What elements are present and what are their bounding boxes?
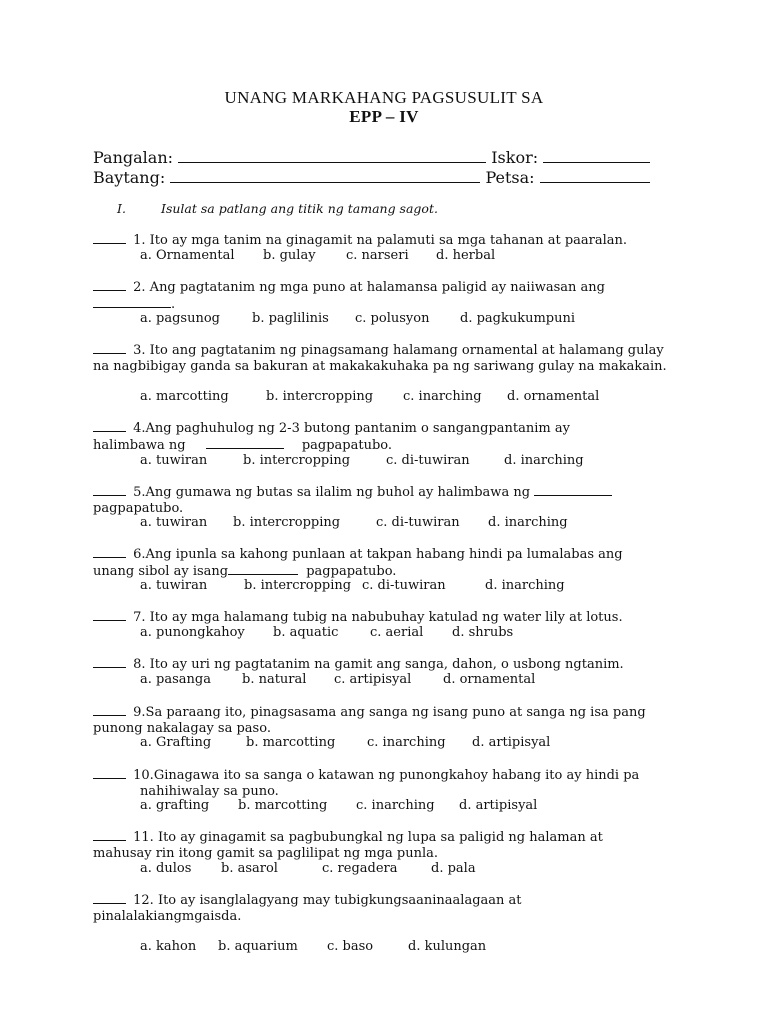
option-d: d. inarching <box>488 515 568 530</box>
answer-blank[interactable] <box>93 892 126 904</box>
option-b: b. aquarium <box>218 939 298 954</box>
option-c: c. di-tuwiran <box>362 578 446 593</box>
question-text-cont: pinalalakiangmgaisda. <box>93 908 242 924</box>
option-b: b. marcotting <box>238 798 328 813</box>
answer-blank[interactable] <box>93 609 126 621</box>
question-6 <box>93 546 683 579</box>
question-text: 9.Sa paraang ito, pinagsasama ang sanga ng isang puno at sanga ng isa pang <box>133 705 646 720</box>
option-c: c. baso <box>327 939 374 954</box>
option-c: c. aerial <box>370 625 424 640</box>
option-d: d. artipisyal <box>459 798 538 813</box>
grade-label: Baytang: <box>93 168 166 187</box>
option-c: c. regadera <box>322 861 398 876</box>
answer-blank[interactable] <box>93 420 126 432</box>
option-d: d. shrubs <box>452 625 514 640</box>
option-c: c. inarching <box>367 735 446 750</box>
option-d: d. kulungan <box>408 939 487 954</box>
question-text-cont: pagpapatubo. <box>93 500 184 516</box>
option-a: a. tuwiran <box>140 578 208 593</box>
option-b: b. gulay <box>263 248 316 263</box>
question-text-cont: mahusay rin itong gamit sa paglilipat ng mga punla. <box>93 845 439 861</box>
instruction-text: Isulat sa patlang ang titik ng tamang sagot. <box>161 201 438 216</box>
option-b: b. intercropping <box>233 515 341 530</box>
option-d: d. inarching <box>504 453 584 468</box>
answer-blank[interactable] <box>93 656 126 668</box>
question-3 <box>93 342 683 374</box>
question-2: 2. Ang pagtatanim ng mga puno at halamansa paligid ay naiiwasan ang . <box>93 279 683 312</box>
inline-blank[interactable] <box>228 563 298 575</box>
question-1 <box>93 232 683 249</box>
option-c: c. inarching <box>356 798 435 813</box>
answer-blank[interactable] <box>93 232 126 244</box>
name-score-row <box>93 148 650 167</box>
subject-title: EPP – IV <box>349 107 419 126</box>
answer-blank[interactable] <box>93 767 126 779</box>
question-text: 1. Ito ay mga tanim na ginagamit na palamuti sa mga tahanan at paaralan. <box>133 233 628 248</box>
option-c: c. narseri <box>346 248 409 263</box>
question-8 <box>93 656 683 673</box>
question-text: 10.Ginagawa ito sa sanga o katawan ng punongkahoy habang ito ay hindi pa <box>133 768 640 783</box>
option-c: c. di-tuwiran <box>376 515 460 530</box>
option-b: b. asarol <box>221 861 278 876</box>
question-text: 12. Ito ay isanglalagyang may tubigkungsaaninaalagaan at <box>133 893 522 908</box>
option-b: b. aquatic <box>273 625 339 640</box>
option-d: d. ornamental <box>507 389 600 404</box>
question-text: 2. Ang pagtatanim ng mga puno at halamansa paligid ay naiiwasan ang <box>133 280 605 295</box>
instruction <box>117 201 438 216</box>
question-text: 3. Ito ang pagtatanim ng pinagsamang halamang ornamental at halamang gulay na nagbibigay ganda sa bakuran at makakakuhaka pa ng sariwang gulay na makakain. <box>93 343 667 374</box>
option-c: c. inarching <box>403 389 482 404</box>
name-label: Pangalan: <box>93 148 174 167</box>
option-b: b. paglilinis <box>252 311 329 326</box>
question-text-cont: halimbawa ng <box>93 437 186 453</box>
option-d: d. inarching <box>485 578 565 593</box>
name-blank[interactable] <box>178 148 486 163</box>
inline-blank[interactable] <box>93 296 171 308</box>
option-a: a. punongkahoy <box>140 625 245 640</box>
question-7 <box>93 609 683 626</box>
option-b: b. intercropping <box>266 389 374 404</box>
option-a: a. pagsunog <box>140 311 220 326</box>
question-text: 6.Ang ipunla sa kahong punlaan at takpan habang hindi pa lumalabas ang <box>133 547 623 562</box>
question-5 <box>93 484 683 516</box>
option-a: a. tuwiran <box>140 515 208 530</box>
option-d: d. artipisyal <box>472 735 551 750</box>
option-b: b. intercropping <box>244 578 352 593</box>
question-text: 11. Ito ay ginagamit sa pagbubungkal ng lupa sa paligid ng halaman at <box>133 830 603 845</box>
option-a: a. dulos <box>140 861 192 876</box>
option-b: b. intercropping <box>243 453 351 468</box>
question-text-cont: nahihiwalay sa puno. <box>140 783 279 799</box>
option-d: d. ornamental <box>443 672 536 687</box>
option-c: c. artipisyal <box>334 672 412 687</box>
date-blank[interactable] <box>540 168 650 183</box>
question-text: 4.Ang paghuhulog ng 2-3 butong pantanim o sangangpantanim ay <box>133 421 570 436</box>
inline-blank[interactable] <box>206 437 284 449</box>
option-c: c. di-tuwiran <box>386 453 470 468</box>
question-text: 8. Ito ay uri ng pagtatanim na gamit ang sanga, dahon, o usbong ngtanim. <box>133 657 624 672</box>
option-a: a. Grafting <box>140 735 212 750</box>
instruction-number: I. <box>117 201 126 216</box>
answer-blank[interactable] <box>93 342 126 354</box>
question-text-end: pagpapatubo. <box>306 563 397 579</box>
question-text-end: pagpapatubo. <box>301 437 393 453</box>
option-c: c. polusyon <box>355 311 430 326</box>
question-12 <box>93 892 683 924</box>
answer-blank[interactable] <box>93 279 126 291</box>
score-blank[interactable] <box>543 148 650 163</box>
option-a: a. kahon <box>140 939 197 954</box>
date-label: Petsa: <box>485 168 535 187</box>
option-a: a. pasanga <box>140 672 211 687</box>
option-b: b. marcotting <box>246 735 336 750</box>
option-d: d. pala <box>431 861 476 876</box>
grade-blank[interactable] <box>170 168 480 183</box>
answer-blank[interactable] <box>93 704 126 716</box>
option-d: d. herbal <box>436 248 496 263</box>
answer-blank[interactable] <box>93 546 126 558</box>
answer-blank[interactable] <box>93 829 126 841</box>
question-text: 5.Ang gumawa ng butas sa ilalim ng buhol ay halimbawa ng <box>133 485 531 500</box>
exam-title: UNANG MARKAHANG PAGSUSULIT SA <box>224 88 544 107</box>
grade-date-row <box>93 168 650 187</box>
score-label: Iskor: <box>491 148 539 167</box>
option-a: a. grafting <box>140 798 210 813</box>
option-d: d. pagkukumpuni <box>460 311 576 326</box>
question-9 <box>93 704 683 736</box>
question-11 <box>93 829 683 861</box>
answer-blank[interactable] <box>93 484 126 496</box>
question-4 <box>93 420 683 453</box>
option-a: a. tuwiran <box>140 453 208 468</box>
question-text-cont: unang sibol ay isang <box>93 563 229 579</box>
question-10 <box>93 767 683 799</box>
inline-blank[interactable] <box>534 484 612 496</box>
option-b: b. natural <box>242 672 307 687</box>
option-a: a. Ornamental <box>140 248 235 263</box>
question-text-cont: punong nakalagay sa paso. <box>93 720 271 736</box>
question-text: 7. Ito ay mga halamang tubig na nabubuhay katulad ng water lily at lotus. <box>133 610 623 625</box>
option-a: a. marcotting <box>140 389 229 404</box>
